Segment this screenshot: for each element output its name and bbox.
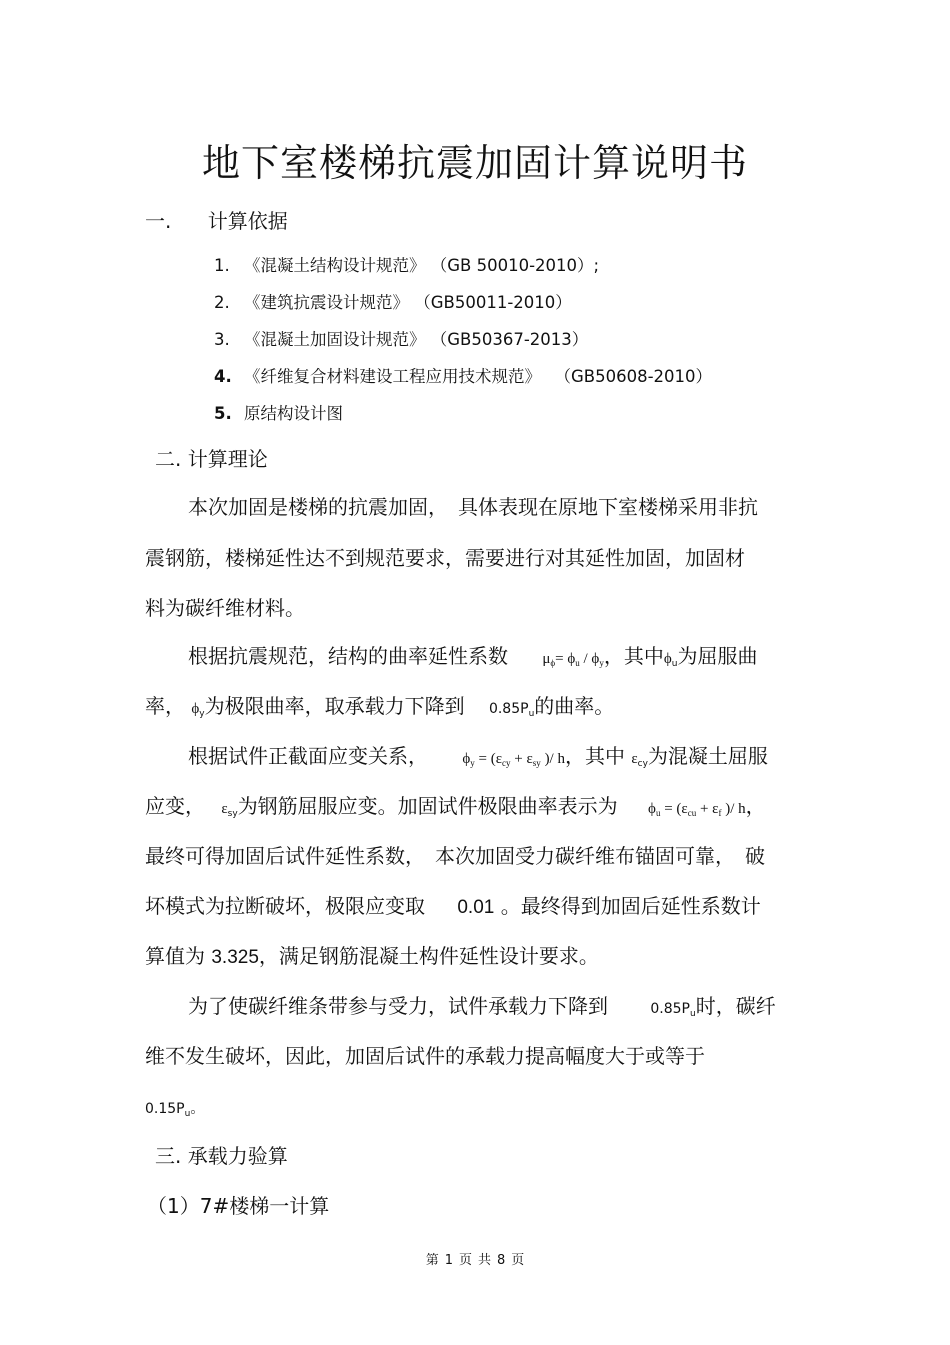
formula-sub: y [599, 658, 604, 668]
ductility-value: 3.325 [211, 947, 259, 968]
symbol: ϕ [663, 651, 672, 667]
ultimate-strain-value: 0.01 [457, 897, 495, 918]
ductility-formula [542, 651, 603, 667]
page-footer [0, 1249, 950, 1268]
symbol-sub: sy [227, 809, 238, 819]
formula-part: )/ h [540, 751, 565, 767]
paragraph-1-line-3: 料为碳纤维材料。 [145, 596, 305, 620]
text: 为屈服曲 [677, 644, 758, 668]
footer-text: 第 [425, 1253, 439, 1268]
reference-item-1 [214, 252, 599, 276]
reference-item-2 [214, 289, 572, 313]
paragraph-3-line-2 [145, 790, 766, 819]
paragraph-2-line-1 [188, 640, 757, 669]
subsection-1-heading: （1）7#楼梯一计算 [147, 1194, 330, 1218]
reference-number: 4. [214, 367, 232, 386]
text: 。 [190, 1101, 205, 1117]
formula-part: = (ε [660, 801, 688, 817]
formula-sub: f [718, 808, 722, 818]
formula-part: = ϕ [555, 651, 576, 667]
formula-sub: y [470, 758, 475, 768]
paragraph-3-line-4 [145, 890, 761, 919]
reference-item-3 [214, 326, 588, 350]
formula-part: ϕ [648, 801, 656, 817]
section-1-number: 一. [145, 209, 172, 233]
reference-text: 原结构设计图 [244, 404, 343, 423]
reference-item-4 [214, 363, 712, 387]
ultimate-curvature-formula [648, 801, 746, 817]
reference-text: 《混凝土加固设计规范》 （GB50367-2013） [244, 330, 589, 349]
symbol: ϕ [191, 701, 200, 717]
text: ，其中 [564, 744, 625, 768]
footer-text: 共 [478, 1253, 492, 1268]
formula-sub: u [575, 658, 580, 668]
formula-part: / ϕ [579, 651, 600, 667]
text: 为混凝土屈服 [647, 744, 768, 768]
formula-sub: cu [687, 808, 697, 818]
paragraph-4-line-1 [188, 990, 776, 1019]
section-2-heading: 二. 计算理论 [155, 447, 268, 471]
reference-number: 1. [214, 256, 230, 275]
formula-sub: u [655, 808, 661, 818]
reference-text: 《建筑抗震设计规范》 （GB50011-2010） [244, 293, 572, 312]
formula-sub: ϕ [550, 658, 556, 668]
paragraph-4-line-3 [145, 1094, 204, 1119]
load-sub: u [689, 1009, 696, 1019]
section-1-heading [145, 205, 288, 234]
text: 应变， [145, 794, 205, 818]
reference-number: 5. [214, 404, 232, 423]
reference-text: 《纤维复合材料建设工程应用技术规范》 （GB50608-2010） [244, 367, 713, 386]
text: 。最终得到加固后延性系数计 [500, 894, 761, 918]
section-1-title: 计算依据 [207, 209, 288, 233]
text: 根据抗震规范，结构的曲率延性系数 [188, 644, 508, 668]
load-value: 0.15P [145, 1101, 185, 1117]
symbol: ε [631, 751, 638, 767]
text: ，其中 [603, 644, 664, 668]
reference-number: 2. [214, 293, 230, 312]
paragraph-4-line-2: 维不发生破坏，因此，加固后试件的承载力提高幅度大于或等于 [145, 1044, 705, 1068]
symbol-sub: cy [637, 759, 648, 769]
load-value: 0.85P [650, 1001, 690, 1017]
load-sub: u [528, 709, 535, 719]
document-title: 地下室楼梯抗震加固计算说明书 [201, 141, 748, 185]
symbol-sub: u [671, 659, 678, 669]
paragraph-1-line-1: 本次加固是楼梯的抗震加固， 具体表现在原地下室楼梯采用非抗 [188, 495, 758, 519]
paragraph-3-line-1 [188, 740, 768, 769]
total-pages: 8 [497, 1253, 506, 1268]
text: 根据试件正截面应变关系， [188, 744, 428, 768]
text: ， [745, 794, 766, 818]
formula-sub: sy [532, 758, 541, 768]
page-number: 1 [444, 1253, 453, 1268]
text: 率， [145, 694, 185, 718]
reference-number: 3. [214, 330, 230, 349]
text: 为极限曲率，取承载力下降到 [204, 694, 465, 718]
text: 为了使碳纤维条带参与受力，试件承载力下降到 [188, 994, 608, 1018]
text: 坏模式为拉断破坏，极限应变取 [145, 894, 425, 918]
formula-part: ϕ [462, 751, 471, 767]
footer-text: 页 [511, 1253, 525, 1268]
formula-part: + ε [510, 751, 533, 767]
paragraph-2-line-2 [145, 690, 614, 719]
formula-part: + ε [696, 801, 719, 817]
formula-sub: cy [502, 758, 511, 768]
symbol-sub: y [199, 709, 205, 719]
text: 的曲率。 [534, 694, 615, 718]
paragraph-1-line-2: 震钢筋，楼梯延性达不到规范要求，需要进行对其延性加固，加固材 [145, 546, 745, 570]
reference-text: 《混凝土结构设计规范》 （GB 50010-2010）; [244, 256, 600, 275]
symbol: ε [221, 801, 228, 817]
text: 为钢筋屈服应变。加固试件极限曲率表示为 [237, 794, 618, 818]
yield-curvature-formula [462, 751, 565, 767]
formula-part: μ [542, 651, 551, 667]
footer-text: 页 [458, 1253, 472, 1268]
paragraph-3-line-5 [145, 940, 599, 969]
formula-part: )/ h [721, 801, 746, 817]
text: ，满足钢筋混凝土构件延性设计要求。 [258, 944, 599, 968]
formula-part: = (ε [474, 751, 503, 767]
load-value: 0.85P [488, 701, 529, 717]
text: 算值为 [145, 944, 205, 968]
load-sub: u [184, 1109, 191, 1119]
paragraph-3-line-3: 最终可得加固后试件延性系数， 本次加固受力碳纤维布锚固可靠， 破 [145, 844, 765, 868]
reference-item-5 [214, 400, 343, 424]
section-3-heading: 三. 承载力验算 [155, 1144, 288, 1168]
text: 时，碳纤 [695, 994, 776, 1018]
